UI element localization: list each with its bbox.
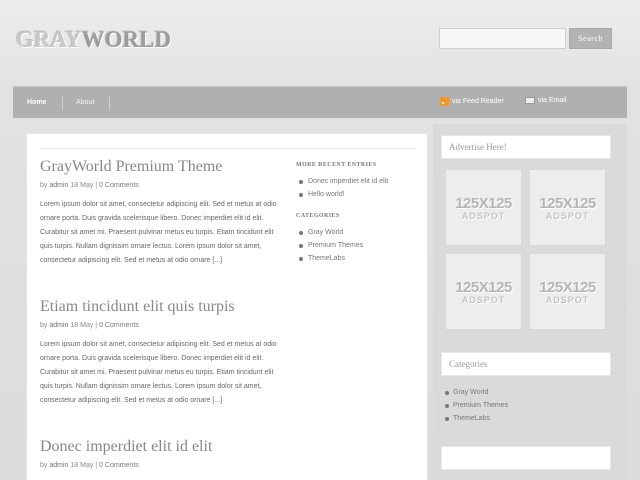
email-label: via Email [538, 97, 567, 104]
post-date: 18 May [70, 462, 94, 469]
ad-spot[interactable] [445, 169, 522, 246]
category-link[interactable]: ThemeLabs [442, 412, 508, 425]
nav-divider [62, 96, 63, 110]
ad-size-label: 125X125 [539, 278, 596, 296]
ad-size-label: 125X125 [539, 194, 596, 212]
ad-spot[interactable] [529, 253, 606, 330]
post-meta: by admin 18 May | 0 Comments [40, 462, 139, 469]
recent-entry-link[interactable]: Hello world! [296, 188, 416, 201]
post-title[interactable]: Etiam tincidunt elit quis turpis [40, 298, 235, 315]
ad-spot-label: ADSPOT [461, 210, 506, 221]
ad-size-label: 125X125 [455, 194, 512, 212]
post-comments-link[interactable]: 0 Comments [99, 182, 139, 189]
post [40, 298, 283, 408]
mail-icon [525, 97, 535, 104]
category-link[interactable]: ThemeLabs [296, 252, 416, 265]
post [40, 438, 283, 469]
post-by: by [40, 182, 48, 189]
post-title[interactable]: GrayWorld Premium Theme [40, 158, 223, 175]
post-date: 18 May [70, 322, 94, 329]
email-link[interactable] [525, 97, 566, 104]
post-comments-link[interactable]: 0 Comments [99, 462, 139, 469]
post-date: 18 May [70, 182, 94, 189]
main-navbar [13, 86, 627, 118]
recent-entries-heading: MORE RECENT ENTRIES [296, 162, 377, 168]
nav-divider [109, 96, 110, 110]
recent-entry-link[interactable]: Donec imperdiet elit id elit [296, 175, 416, 188]
post-meta: by admin 18 May | 0 Comments [40, 322, 139, 329]
inner-sidebar [296, 162, 416, 265]
nav-about-link[interactable]: About [76, 99, 95, 106]
ad-size-label: 125X125 [455, 278, 512, 296]
post-by: by [40, 462, 48, 469]
content-area [26, 133, 428, 480]
category-link[interactable]: Premium Themes [442, 399, 508, 412]
site-logo[interactable] [16, 27, 171, 53]
search-button[interactable]: Search [569, 28, 612, 49]
feed-link[interactable] [440, 97, 504, 106]
right-sidebar [433, 124, 627, 480]
post [40, 158, 283, 268]
ad-spot[interactable] [445, 253, 522, 330]
post-author[interactable]: admin [49, 462, 69, 469]
categories-list [296, 226, 416, 265]
content-divider [40, 148, 416, 149]
post-meta: by admin 18 May | 0 Comments [40, 182, 139, 189]
post-excerpt: Lorem ipsum dolor sit amet, consectetur adipiscing elit. Sed et metus at odio ornare porta. Duis gravida scelerisque libero. Donec imperdiet elit id elit. Curabitur sit amet mi. Praesent pulvinar metus eu turpis. Etiam tincidunt elit quis turpis. Nullam dignissim ornare lectus. Lorem ipsum dolor sit amet, consectetur adipiscing elit. Sed et metus at odio ornare [...] [40, 341, 277, 404]
category-link[interactable]: Premium Themes [296, 239, 416, 252]
right-categories-list [442, 386, 508, 425]
category-link[interactable]: Gray World [442, 386, 508, 399]
ad-spot[interactable] [529, 169, 606, 246]
categories-widget-title: Categories [441, 352, 611, 376]
nav-home-link[interactable]: Home [27, 99, 47, 106]
logo-world-text: WORLD [81, 27, 172, 52]
post-author[interactable]: admin [49, 322, 69, 329]
categories-heading: CATEGORIES [296, 213, 340, 219]
ad-spot-label: ADSPOT [545, 210, 590, 221]
post-author[interactable]: admin [49, 182, 69, 189]
search-input[interactable] [439, 28, 566, 49]
feed-label: via Feed Reader [452, 98, 504, 105]
ad-spot-label: ADSPOT [545, 294, 590, 305]
post-by: by [40, 322, 48, 329]
logo-gray-text: GRAY [16, 27, 82, 52]
rss-icon [440, 97, 449, 106]
advertise-title: Advertise Here! [441, 135, 611, 159]
post-title[interactable]: Donec imperdiet elit id elit [40, 438, 213, 455]
post-comments-link[interactable]: 0 Comments [99, 322, 139, 329]
ad-spot-label: ADSPOT [461, 294, 506, 305]
recent-entries-list [296, 175, 416, 201]
post-excerpt: Lorem ipsum dolor sit amet, consectetur adipiscing elit. Sed et metus at odio ornare porta. Duis gravida scelerisque libero. Donec imperdiet elit id elit. Curabitur sit amet mi. Praesent pulvinar metus eu turpis. Etiam tincidunt elit quis turpis. Nullam dignissim ornare lectus. Lorem ipsum dolor sit amet, consectetur adipiscing elit. Sed et metus at odio ornare [...] [40, 201, 277, 264]
next-widget-title [441, 446, 611, 470]
category-link[interactable]: Gray World [296, 226, 416, 239]
